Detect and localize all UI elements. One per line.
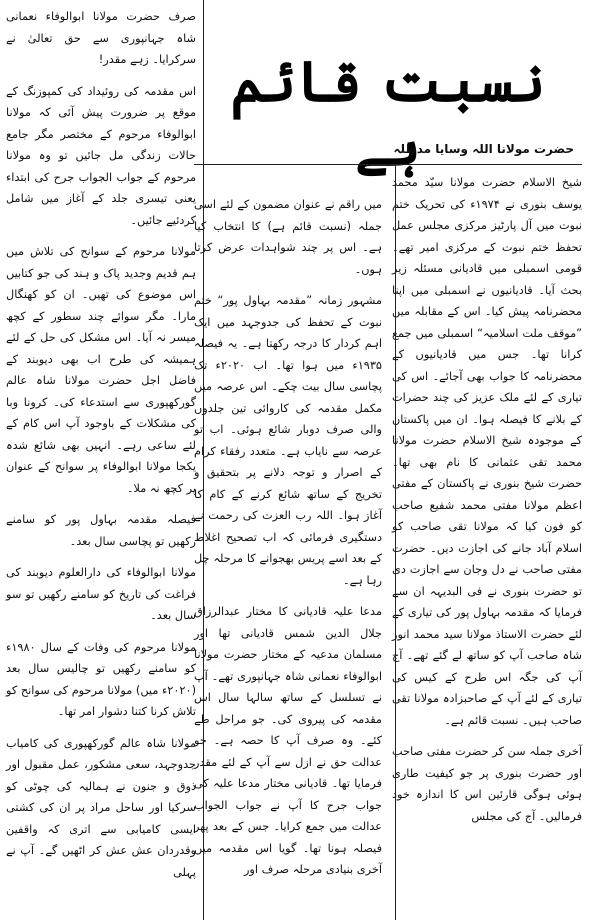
article-column-1 bbox=[392, 166, 582, 837]
column-divider bbox=[203, 0, 204, 920]
article-title bbox=[194, 50, 582, 178]
paragraph: مدعا علیہ قادیانی کا مختار عبدالرزاق جلال الدین شمس قادیانی تھا اور مسلمان مدعیہ کے مختار حضرت مولانا ابوالوفاء نعمانی شاہ جہانپوری تھے۔ آپ نے تسلسل کے ساتھ سالہا سال اس مقدمہ کی پیروی کی۔ جو مراحل طے کئے۔ وہ صرف آپ کا حصہ ہے۔ جو عدالت حق نے ازل سے آپ کے لئے مقدر فرمایا تھا۔ قادیانی مختار مدعا علیہ کی جواب جرح کا آپ نے جواب الجواب عدالت میں جمع کرایا۔ جس کے بعد پھر فیصلہ ہونا تھا۔ گویا اس مقدمہ میں آخری بنیادی مرحلہ صرف اور bbox=[194, 605, 382, 876]
paragraph: مولانا مرحوم کی وفات کے سال ۱۹۸۰ء کو سامنے رکھیں تو چالیس سال بعد (۲۰۲۰ء میں) مولانا مرحوم کی سوانح کو تلاش کرنا کتنا دشوار امر تھا۔ bbox=[6, 640, 196, 718]
article-column-2 bbox=[194, 188, 382, 891]
paragraph: آخری جملہ سن کر حضرت مفتی صاحب اور حضرت بنوری پر جو کیفیت طاری ہوئی ہوگی قارئین اس کا اندازہ خود فرمالیں۔ آج کی مجلس bbox=[392, 745, 582, 823]
title-text: نسبت قائم ہے bbox=[230, 49, 546, 179]
paragraph: مولانا ابوالوفاء کی دارالعلوم دیوبند کی فراغت کی تاریخ کو سامنے رکھیں تو سو سال بعد۔ bbox=[6, 566, 196, 622]
article-column-3 bbox=[6, 0, 196, 893]
paragraph: میں راقم نے عنوان مضمون کے لئے اسی جملہ (نسبت قائم ہے) کا انتخاب کیا ہے۔ اس پر چند شواہدات عرض کرتا ہوں۔ bbox=[194, 198, 382, 276]
paragraph: صرف حضرت مولانا ابوالوفاء نعمانی شاہ جہانپوری سے حق تعالیٰ نے سرکرایا۔ زہے مقدر! bbox=[6, 10, 196, 66]
byline-divider bbox=[194, 164, 582, 165]
paragraph: مولانا شاہ عالم گورکھپوری کی کامیاب جدوجہد، سعی مشکور، عمل مقبول اور ذوق و جنون نے ہمالیہ کی چوٹی کو سرکیا اور ساحل مراد پر ان کی کشتی ایسی کامیابی سے اتری کہ واقفین وقدردان عش عش کر اٹھیں گے۔ آپ نے پہلی bbox=[6, 736, 196, 879]
paragraph: شیخ الاسلام حضرت مولانا سیّد محمد یوسف بنوری نے ۱۹۷۴ء کی تحریک ختم نبوت میں آل پارٹیز مرکزی مجلس عمل تحفظ ختم نبوت کے مرکزی امیر تھے۔ قومی اسمبلی میں قادیانی مسئلہ زیر بحث آیا۔ قادیانیوں نے اسمبلی میں اپنا محضرنامہ پیش کیا۔ اس کے مقابلہ میں ”موقف ملت اسلامیہ“ اسمبلی میں جمع کرانا تھا۔ جس میں قادیانیوں کے محضرنامہ کا جواب بھی آجائے۔ اس کی تیاری کے لئے ملک عزیز کی چند حضرات کے بلانے کا فیصلہ ہوا۔ ان میں پاکستان کے موجودہ شیخ الاسلام حضرت مولانا محمد تقی عثمانی کا نام بھی تھا۔ حضرت شیخ بنوری نے پاکستان کے مفتی اعظم مولانا مفتی محمد شفیع صاحب کو فون کیا کہ مولانا تقی صاحب کو اسلام آباد جانے کی اجازت دیں۔ حضرت مفتی صاحب نے دل وجان سے اجازت دی تو حضرت بنوری نے فی البدیہہ ان سے فرمایا کہ مقدمہ بہاول پور کی تیاری کے لئے حضرت الاستاذ مولانا سید محمد انور شاہ صاحب آپ کو ساتھ لے گئے تھے۔ آج آپ کی جگہ اس طرح کے کیس کی تیاری کے لئے آپ کے صاحبزادہ مولانا تقی صاحب ہیں۔ نسبت قائم ہے۔ bbox=[392, 176, 582, 727]
paragraph: مولانا مرحوم کے سوانح کی تلاش میں ہم قدیم وجدید پاک و ہند کی جو کتابیں اس موضوع کی تھیں۔ ان کو کھنگال مارا۔ مگر سوائے چند سطور کے کچھ میسر نہ آیا۔ اس مشکل کی حل کے لئے ہمیشہ کی طرح اب بھی دیوبند کے فاضل اجل حضرت مولانا شاہ عالم گورکھپوری سے استدعاء کی۔ کرونا وبا کی مشکلات کے باوجود آپ اس کام کے لئے ساعی رہے۔ انہیں بھی شائع شدہ یکجا مولانا ابوالوفاء پر سوانح کے عنوان پر کچھ نہ ملا۔ bbox=[6, 245, 196, 495]
paragraph: مشہور زمانہ ”مقدمہ بہاول پور“ ختم نبوت کے تحفظ کی جدوجہد میں ایک اہم کردار کا درجہ رکھتا ہے۔ یہ فیصلہ ۱۹۳۵ء میں ہوا تھا۔ اب ۲۰۲۰ء تک پچاسی سال بیت چکے۔ اس عرصہ میں مکمل مقدمہ کی کاروائی تین جلدوں والی صرف دوبار شائع ہوئی۔ اب تو عرصہ سے نایاب ہے۔ متعدد رفقاء کرام کے اصرار و توجہ دلانے پر بتحقیق و تخریج کے ساتھ شائع کرنے کے کام کا آغاز ہوا۔ اللہ رب العزت کی رحمت نے دستگیری فرمائی کہ اب تصحیح اغلاط کے بعد اسے پریس بھجوانے کا مرحلہ چل رہا ہے۔ bbox=[194, 294, 382, 587]
paragraph: اس مقدمہ کی روئیداد کی کمپوزنگ کے موقع پر ضرورت پیش آئی کہ مولانا ابوالوفاء مرحوم کے مختصر مگر جامع حالات زندگی مل جائیں تو وہ مولانا مرحوم کے جواب الجواب جرح کی ابتداء یعنی تیسری جلد کے آغاز میں شامل کردئیے جائیں۔ bbox=[6, 84, 196, 227]
paragraph: فیصلہ مقدمہ بہاول پور کو سامنے رکھیں تو پچاسی سال بعد۔ bbox=[6, 513, 196, 548]
article-main-block bbox=[194, 0, 582, 920]
article-byline: حضرت مولانا اللہ وسایا مدظلہ bbox=[393, 142, 574, 156]
column-divider bbox=[395, 165, 396, 920]
